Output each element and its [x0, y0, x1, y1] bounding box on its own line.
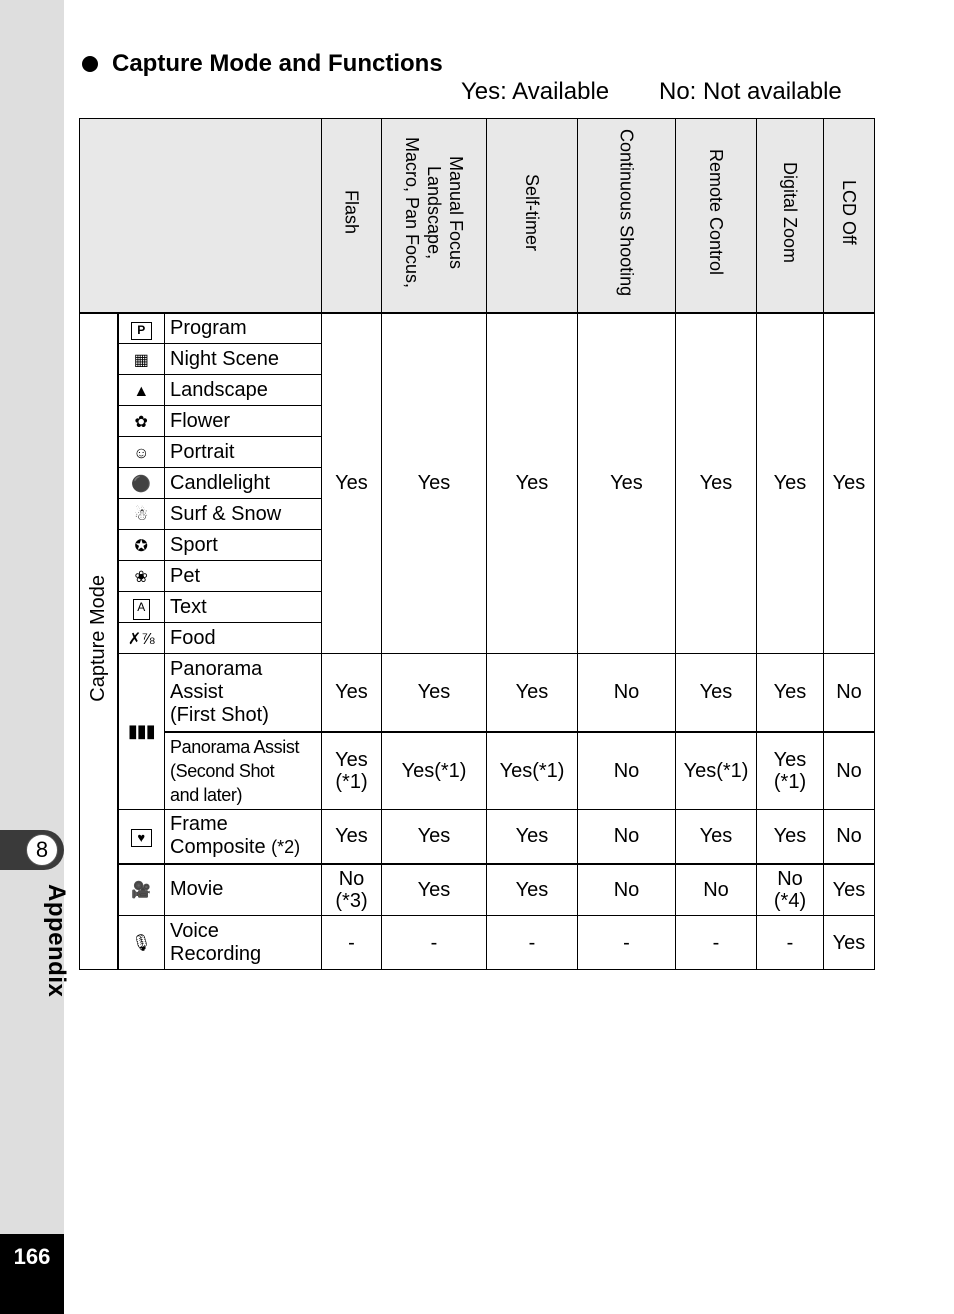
value-cell: -	[676, 916, 757, 970]
landscape-icon: ▲	[118, 375, 165, 406]
mode-name-frame-composite	[165, 810, 322, 864]
mode-name: Panorama Assist (First Shot)	[165, 654, 322, 732]
mode-name: Panorama Assist (Second Shot and later)	[165, 732, 322, 810]
mode-name: Sport	[165, 530, 322, 561]
portrait-icon: ☺	[118, 437, 165, 468]
value-cell: No	[824, 732, 875, 810]
side-band	[0, 0, 64, 1314]
value-cell: No	[578, 654, 676, 732]
value-cell: No	[676, 864, 757, 916]
mode-name: Program	[165, 313, 322, 344]
value-cell: Yes	[487, 864, 578, 916]
legend-no: No: Not available	[659, 78, 842, 105]
mode-name: Landscape	[165, 375, 322, 406]
header-label: Continuous Shooting	[616, 128, 637, 296]
value-cell: Yes	[487, 810, 578, 864]
table-row	[80, 732, 875, 810]
mode-name: Food	[165, 623, 322, 654]
value-cell: No	[578, 810, 676, 864]
bullet-icon	[82, 56, 98, 72]
value-cell: Yes	[382, 313, 487, 654]
value-cell: Yes	[382, 810, 487, 864]
panorama-icon: ▮▮▮	[118, 654, 165, 810]
header-label: Manual Focus Landscape, Macro, Pan Focus,	[402, 136, 466, 288]
page-number: 166	[0, 1234, 64, 1314]
pet-icon: ❀	[118, 561, 165, 592]
header-continuous	[578, 119, 676, 313]
capture-mode-table	[79, 118, 875, 970]
value-cell: -	[487, 916, 578, 970]
value-cell: No (*3)	[322, 864, 382, 916]
mode-name: Portrait	[165, 437, 322, 468]
header-flash	[322, 119, 382, 313]
header-blank-cell	[80, 119, 322, 313]
food-icon: ✗⅞	[118, 623, 165, 654]
header-remote	[676, 119, 757, 313]
value-cell: Yes	[824, 313, 875, 654]
header-row	[80, 119, 875, 313]
header-label: Remote Control	[706, 149, 726, 276]
header-label: LCD Off	[839, 179, 859, 245]
value-cell: -	[757, 916, 824, 970]
header-lcd-off	[824, 119, 875, 313]
flower-icon: ✿	[118, 406, 165, 437]
value-cell: No (*4)	[757, 864, 824, 916]
text-mode-icon: A	[118, 592, 165, 623]
value-cell: Yes	[676, 810, 757, 864]
mode-name: Frame Composite	[170, 813, 266, 859]
header-label: Self-timer	[522, 173, 542, 251]
table-row	[80, 810, 875, 864]
footnote-ref: (*2)	[271, 837, 301, 858]
value-cell: Yes	[322, 810, 382, 864]
value-cell: Yes	[824, 916, 875, 970]
night-scene-icon: ▦	[118, 344, 165, 375]
section-title-text: Capture Mode and Functions	[112, 50, 443, 77]
header-digital-zoom	[757, 119, 824, 313]
value-cell: Yes	[487, 313, 578, 654]
frame-composite-icon: ♥	[118, 810, 165, 864]
value-cell: Yes(*1)	[382, 732, 487, 810]
value-cell: Yes	[322, 313, 382, 654]
table-row	[80, 654, 875, 732]
capture-mode-label: Capture Mode	[86, 574, 109, 702]
header-label: Flash	[341, 190, 362, 235]
mode-name: Flower	[165, 406, 322, 437]
value-cell: Yes	[382, 864, 487, 916]
chapter-number: 8	[26, 834, 58, 866]
table-row	[80, 916, 875, 970]
movie-icon: 🎥	[118, 864, 165, 916]
microphone-icon: 🎙	[118, 916, 165, 970]
value-cell: Yes	[824, 864, 875, 916]
value-cell: -	[382, 916, 487, 970]
value-cell: -	[322, 916, 382, 970]
value-cell: Yes	[757, 810, 824, 864]
value-cell: Yes	[578, 313, 676, 654]
program-icon: P	[118, 313, 165, 344]
capture-mode-group	[80, 313, 118, 970]
value-cell: Yes (*1)	[322, 732, 382, 810]
value-cell: Yes(*1)	[676, 732, 757, 810]
mode-name: Text	[165, 592, 322, 623]
mode-name: Voice Recording	[165, 916, 322, 970]
value-cell: Yes	[757, 313, 824, 654]
legend-yes: Yes: Available	[461, 78, 610, 105]
value-cell: Yes	[676, 313, 757, 654]
mode-name: Surf & Snow	[165, 499, 322, 530]
value-cell: Yes	[322, 654, 382, 732]
header-focus	[382, 119, 487, 313]
value-cell: Yes	[487, 654, 578, 732]
candlelight-icon: ⚫	[118, 468, 165, 499]
value-cell: Yes(*1)	[487, 732, 578, 810]
value-cell: Yes (*1)	[757, 732, 824, 810]
mode-name: Movie	[165, 864, 322, 916]
sport-icon: ✪	[118, 530, 165, 561]
value-cell: -	[578, 916, 676, 970]
table-row	[80, 313, 875, 344]
value-cell: Yes	[676, 654, 757, 732]
surf-snow-icon: ☃	[118, 499, 165, 530]
header-label: Digital Zoom	[780, 161, 800, 263]
mode-name: Pet	[165, 561, 322, 592]
value-cell: Yes	[757, 654, 824, 732]
value-cell: No	[578, 864, 676, 916]
value-cell: No	[824, 810, 875, 864]
table-row	[80, 864, 875, 916]
value-cell: No	[578, 732, 676, 810]
chapter-label: Appendix	[43, 884, 70, 998]
mode-name: Night Scene	[165, 344, 322, 375]
value-cell: Yes	[382, 654, 487, 732]
header-self-timer	[487, 119, 578, 313]
value-cell: No	[824, 654, 875, 732]
section-title	[82, 50, 443, 78]
mode-name: Candlelight	[165, 468, 322, 499]
